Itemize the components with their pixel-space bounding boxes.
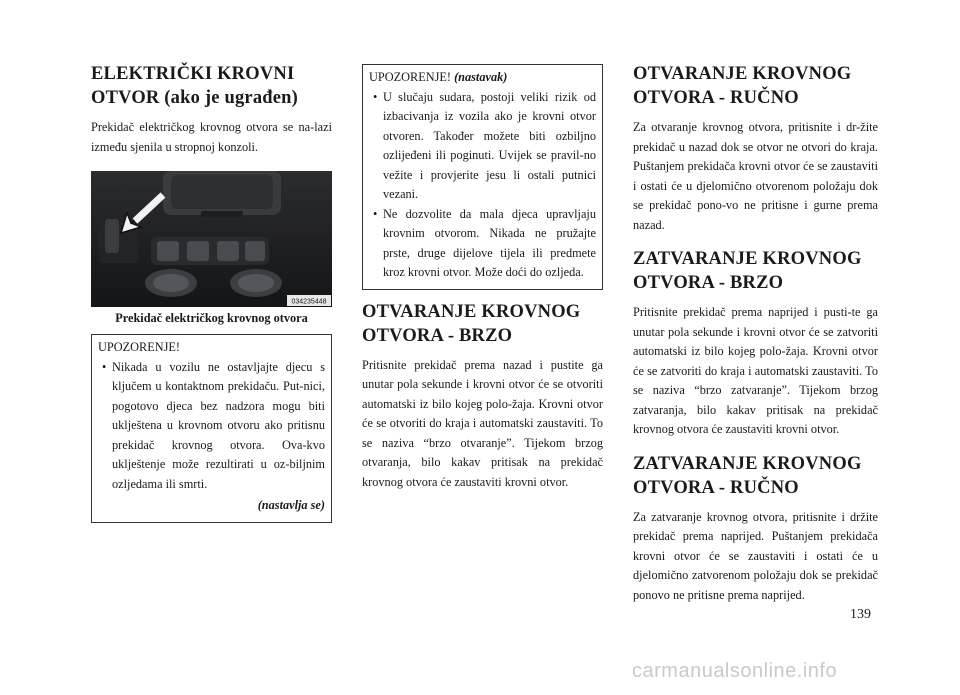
photo-code: 034235448 bbox=[291, 298, 327, 306]
warning-title-text: UPOZORENJE! bbox=[369, 70, 451, 84]
warning-box-continued bbox=[362, 64, 603, 290]
body-paragraph: Pritisnite prekidač prema nazad i pustite ga unutar pola sekunde i krovni otvor će se otvoriti automatski iz bilo kojeg polo-žaja. Krovni otvor će se otvoriti do kraja i automatski zaustaviti. To se naziva “brzo otvaranje”. Tijekom brzog otvaranja, bilo kakav pritisak na prekidač krovnog otvora će zaustaviti krovni otvor. bbox=[362, 357, 603, 489]
warning-item: • Nikada u vozilu ne ostavljajte djecu s ključem u kontaktnom prekidaču. Put-nici, pogotovo djeca bez nadzora mogu biti uklještena u krovnom otvoru ako pritisnu prekidač krovnog otvora. Ova-kvo uklještenje može rezultirati u oz-biljnim ozljedama ili smrti. bbox=[98, 358, 325, 495]
column-3 bbox=[633, 62, 878, 605]
warning-box bbox=[91, 334, 332, 523]
heading-close-manual bbox=[633, 452, 878, 500]
heading-line: OTVOR (ako je ugrađen) bbox=[91, 88, 299, 108]
warning-list bbox=[369, 88, 596, 283]
heading-line: OTVORA - BRZO bbox=[362, 325, 513, 346]
warning-list bbox=[98, 358, 325, 495]
intro-paragraph: Prekidač električkog krovnog otvora se na-lazi između sjenila u stropnoj konzoli. bbox=[91, 120, 332, 154]
heading-line: OTVARANJE KROVNOG bbox=[362, 301, 581, 322]
column-1 bbox=[91, 62, 332, 523]
body-paragraph: Za zatvaranje krovnog otvora, pritisnite i držite prekidač prema naprijed. Puštanjem prekidača krovni otvor će se zaustaviti i ostati će u djelomično zatvorenom položaju dok se prekidač ponovo ne pritisne prema naprijed. bbox=[633, 509, 878, 602]
heading-open-express bbox=[362, 300, 603, 348]
heading-line: ZATVARANJE KROVNOG bbox=[633, 249, 862, 269]
heading-close-express bbox=[633, 247, 878, 295]
continued-label: (nastavlja se) bbox=[257, 498, 325, 512]
heading-electric-sunroof bbox=[91, 62, 332, 110]
overhead-console-photo bbox=[91, 171, 332, 307]
heading-line: ZATVARANJE KROVNOG bbox=[633, 453, 862, 474]
watermark: carmanualsonline.info bbox=[632, 660, 838, 682]
heading-line: OTVORA - RUČNO bbox=[633, 477, 799, 498]
warning-title bbox=[369, 68, 596, 88]
heading-line: OTVORA - BRZO bbox=[633, 273, 784, 293]
heading-line: ELEKTRIČKI KROVNI bbox=[91, 64, 295, 84]
warning-title-suffix: (nastavak) bbox=[454, 70, 508, 84]
warning-item: • U slučaju sudara, postoji veliki rizik od izbacivanja iz vozila ako je krovni otvor otvoren. Također možete biti ozbiljno ozlijeđeni ili poginuti. Uvijek se pravil-no vežite i provjerite jesu li ostali putnici vezani. bbox=[369, 88, 596, 205]
heading-line: OTVORA - RUČNO bbox=[633, 88, 799, 108]
warning-title: UPOZORENJE! bbox=[98, 340, 180, 354]
heading-line: OTVARANJE KROVNOG bbox=[633, 64, 852, 84]
heading-open-manual bbox=[633, 62, 878, 110]
warning-item: • Ne dozvolite da mala djeca upravljaju krovnim otvorom. Nikada ne pružajte prste, druge dijelove tijela ili predmete kroz krovni otvor. Može doći do ozljeda. bbox=[369, 205, 596, 283]
body-paragraph: Pritisnite prekidač prema naprijed i pusti-te ga unutar pola sekunde i krovni otvor će se zatvoriti automatski iz bilo kojeg polo-žaja. Krovni otvor će se zatvoriti do kraja i automatski zaustaviti. To se naziva “brzo zatvaranje”. Tijekom brzog zatvaranja, bilo kakav pritisak na prekidač krovnog otvora će zaustaviti krovni otvor. bbox=[633, 305, 878, 436]
column-2 bbox=[362, 62, 603, 492]
body-paragraph: Za otvaranje krovnog otvora, pritisnite i dr-žite prekidač u nazad dok se otvor ne otvori do kraja. Puštanjem prekidača krovni otvor će se zaustaviti i ostati će u djelomično otvorenom položaju dok se prekidač pono-vo ne pritisne i gurne prema nazad. bbox=[633, 120, 878, 232]
console-image bbox=[91, 171, 332, 307]
photo-caption: Prekidač električkog krovnog otvora bbox=[115, 311, 308, 325]
page-number: 139 bbox=[850, 607, 871, 622]
